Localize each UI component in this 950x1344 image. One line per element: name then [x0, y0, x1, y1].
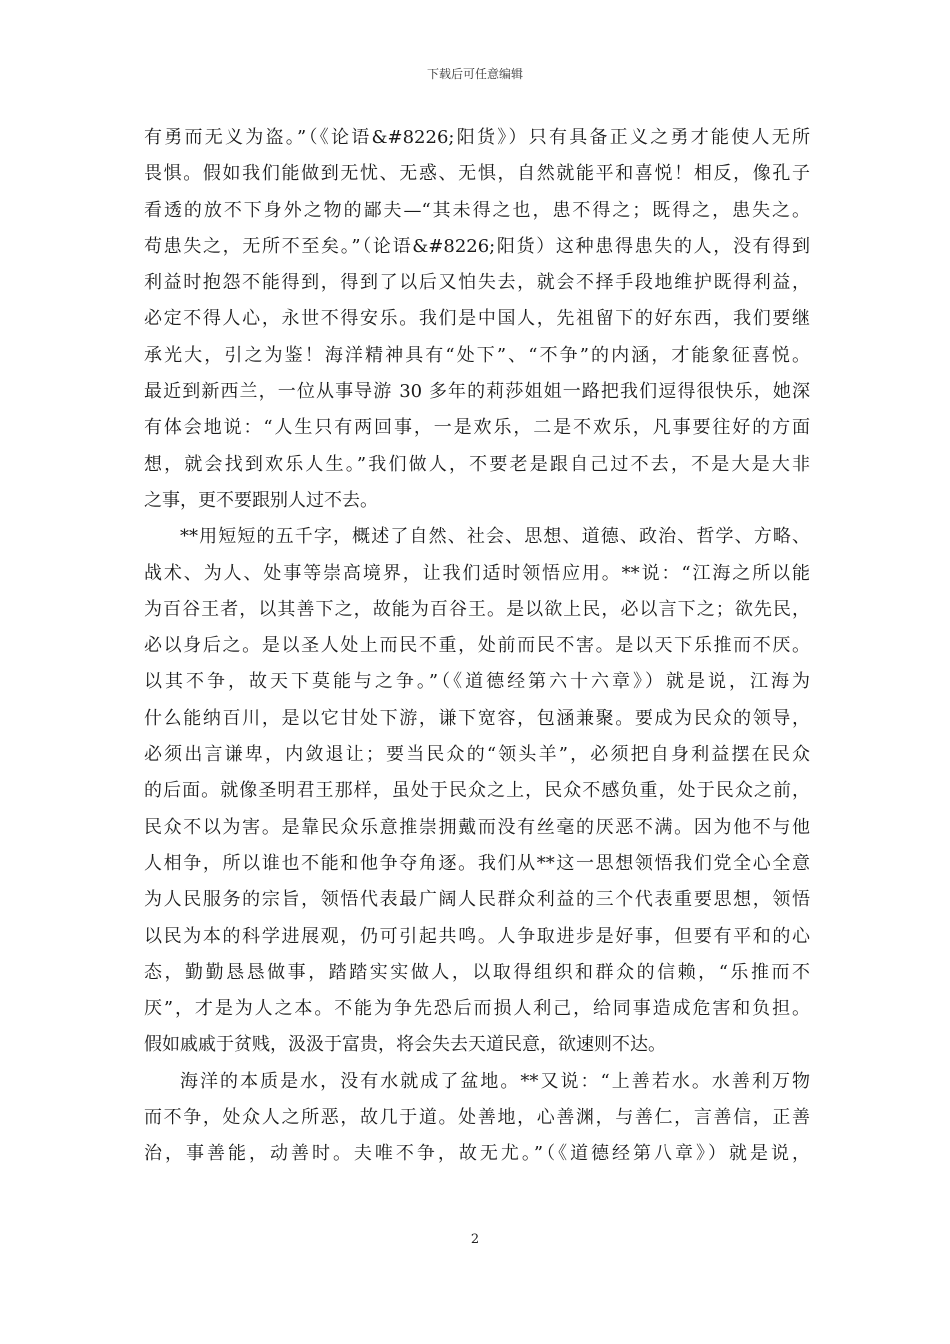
text-line: 态，勤勤恳恳做事，踏踏实实做人，以取得组织和群众的信赖，“乐推而不 — [144, 961, 810, 983]
text-line: 治，事善能，动善时。夫唯不争，故无尤。”（《道德经第八章》）就是说， — [144, 1143, 810, 1165]
text-line: 必以身后之。是以圣人处上而民不重，处前而民不害。是以天下乐推而不厌。 — [144, 635, 810, 657]
paragraph — [144, 519, 810, 1063]
text-line: 有勇而无义为盗。”（《论语&#8226;阳货》）只有具备正义之勇才能使人无所 — [144, 127, 810, 148]
text-line: 畏惧。假如我们能做到无忧、无惑、无惧，自然就能平和喜悦！相反，像孔子 — [144, 163, 810, 185]
text-line: 之事，更不要跟别人过不去。 — [144, 489, 378, 511]
text-line: 以民为本的科学进展观，仍可引起共鸣。人争取进步是好事，但要有平和的心 — [144, 925, 810, 947]
text-line: 什么能纳百川，是以它甘处下游，谦下宽容，包涵兼聚。要成为民众的领导， — [144, 707, 810, 729]
paragraph — [144, 120, 810, 519]
text-line: 为人民服务的宗旨，领悟代表最广阔人民群众利益的三个代表重要思想，领悟 — [144, 889, 810, 911]
text-line: 厌”，才是为人之本。不能为争先恐后而损人利己，给同事造成危害和负担。 — [144, 998, 810, 1020]
text-line: 以其不争，故天下莫能与之争。”（《道德经第六十六章》）就是说，江海为 — [144, 671, 810, 693]
text-line: 而不争，处众人之所恶，故几于道。处善地，心善渊，与善仁，言善信，正善 — [144, 1107, 810, 1129]
text-line: 人相争，所以谁也不能和他争夺角逐。我们从**这一思想领悟我们党全心全意 — [144, 852, 810, 874]
document-body — [144, 120, 810, 1173]
text-line: 有体会地说：“人生只有两回事，一是欢乐，二是不欢乐，凡事要往好的方面 — [144, 417, 810, 439]
text-line: 必须出言谦卑，内敛退让；要当民众的“领头羊”，必须把自身利益摆在民众 — [144, 744, 810, 766]
text-line: 看透的放不下身外之物的鄙夫—“其未得之也，患不得之；既得之，患失之。 — [144, 199, 810, 221]
text-line: 假如戚戚于贫贱，汲汲于富贵，将会失去天道民意，欲速则不达。 — [144, 1034, 666, 1056]
text-line: 必定不得人心，永世不得安乐。我们是中国人，先祖留下的好东西，我们要继 — [144, 308, 810, 330]
text-line: 民众不以为害。是靠民众乐意推崇拥戴而没有丝毫的厌恶不满。因为他不与他 — [144, 816, 810, 838]
text-line: 海洋的本质是水，没有水就成了盆地。**又说：“上善若水。水善利万物 — [180, 1070, 810, 1092]
text-line: 利益时抱怨不能得到，得到了以后又怕失去，就会不择手段地维护既得利益， — [144, 272, 810, 294]
text-line: 想，就会找到欢乐人生。”我们做人，不要老是跟自己过不去，不是大是大非 — [144, 453, 810, 475]
text-line: 为百谷王者，以其善下之，故能为百谷王。是以欲上民，必以言下之；欲先民， — [144, 598, 810, 620]
text-line: 战术、为人、处事等崇高境界，让我们适时领悟应用。**说：“江海之所以能 — [144, 562, 810, 584]
page-header: 下载后可任意编辑 — [426, 67, 523, 81]
text-line: 的后面。就像圣明君王那样，虽处于民众之上，民众不感负重，处于民众之前， — [144, 780, 810, 802]
page-number: 2 — [470, 1232, 480, 1247]
text-line: 最近到新西兰，一位从事导游 30 多年的莉莎姐姐一路把我们逗得很快乐，她深 — [144, 381, 810, 403]
text-line: 承光大，引之为鉴！海洋精神具有“处下”、“不争”的内涵，才能象征喜悦。 — [144, 344, 810, 366]
text-line: 苟患失之，无所不至矣。”（论语&#8226;阳货）这种患得患失的人，没有得到 — [144, 235, 810, 257]
paragraph — [144, 1064, 810, 1173]
text-line: **用短短的五千字，概述了自然、社会、思想、道德、政治、哲学、方略、 — [180, 526, 810, 548]
